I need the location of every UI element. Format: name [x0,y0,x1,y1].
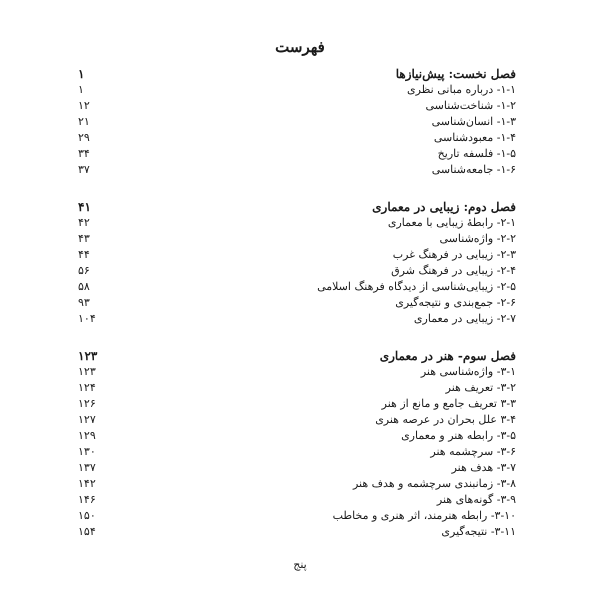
page-number: ۱۲۹ [78,429,96,442]
page-number: ۴۱ [78,200,91,214]
toc-entry[interactable] [78,263,516,279]
entry-title: ۳-۷- هدف هنر [451,461,516,474]
page-number: ۴۳ [78,232,90,245]
page-number: ۹۳ [78,296,90,309]
entry-title: ۳-۱۰- رابطه هنرمند، اثر هنری و مخاطب [332,509,516,522]
page-number: ۱۳۰ [78,445,96,458]
entry-title: ۱-۵- فلسفه تاریخ [437,147,516,160]
toc-entry[interactable] [78,130,516,146]
toc-entry[interactable] [78,295,516,311]
page-number: ۱۲۳ [78,349,98,363]
page-number: ۴۲ [78,216,90,229]
toc-entry[interactable] [78,231,516,247]
page-number: ۱ [78,83,84,96]
page-number: ۱۳۷ [78,461,96,474]
chapter-heading[interactable] [78,199,516,215]
chapter-1-section [78,66,516,178]
toc-entry[interactable] [78,279,516,295]
toc-entry[interactable] [78,114,516,130]
page-number: ۲۹ [78,131,90,144]
toc-entry[interactable] [78,98,516,114]
entry-title: ۲-۳- زیبایی در فرهنگ غرب [392,248,516,261]
entry-title: ۱-۳- انسان‌شناسی [431,115,516,128]
page-number: ۱۲ [78,99,90,112]
toc-entry[interactable] [78,82,516,98]
toc-entry[interactable] [78,396,516,412]
toc-entry[interactable] [78,492,516,508]
entry-title: ۳-۱۱- نتیجه‌گیری [441,525,516,538]
chapter-heading[interactable] [78,66,516,82]
toc-entry[interactable] [78,444,516,460]
page-number: ۱۴۲ [78,477,96,490]
toc-entry[interactable] [78,524,516,540]
page-number: ۱۲۶ [78,397,96,410]
entry-title: ۳-۴ علل بحران در عرصه هنری [375,413,516,426]
entry-title: ۳-۸- زمانبندی سرچشمه و هدف هنر [352,477,516,490]
entry-title: ۲-۲- واژه‌شناسی [439,232,516,245]
toc-entry[interactable] [78,146,516,162]
entry-title: ۲-۵- زیبایی‌شناسی از دیدگاه فرهنگ اسلامی [317,280,516,293]
entry-title: ۲-۴- زیبایی در فرهنگ شرق [391,264,516,277]
page-title: فهرست [275,38,325,56]
page-number: ۱۲۳ [78,365,96,378]
page-number: ۳۴ [78,147,90,160]
toc-entry[interactable] [78,460,516,476]
entry-title: ۲-۱- رابطهٔ زیبایی با معماری [387,216,516,229]
chapter-heading[interactable] [78,348,516,364]
toc-entry[interactable] [78,364,516,380]
toc-entry[interactable] [78,247,516,263]
chapter-2-section [78,199,516,327]
entry-title: ۳-۱- واژه‌شناسی هنر [420,365,516,378]
page-footer-number: پنج [293,558,307,571]
toc-entry[interactable] [78,162,516,178]
entry-title: ۲-۶- جمع‌بندی و نتیجه‌گیری [395,296,516,309]
toc-entry[interactable] [78,476,516,492]
chapter-title: فصل سوم- هنر در معماری [379,349,516,363]
entry-title: ۳-۹- گونه‌های هنر [436,493,516,506]
toc-entry[interactable] [78,508,516,524]
entry-title: ۱-۴- معبودشناسی [433,131,516,144]
page-number: ۵۸ [78,280,90,293]
entry-title: ۳-۳ تعریف جامع و مانع از هنر [381,397,516,410]
toc-entry[interactable] [78,380,516,396]
chapter-title: فصل نخست: پیش‌نیازها [395,67,516,81]
toc-entry[interactable] [78,428,516,444]
toc-entry[interactable] [78,215,516,231]
page-number: ۱۲۷ [78,413,96,426]
entry-title: ۱-۶- جامعه‌شناسی [431,163,516,176]
page-number: ۳۷ [78,163,90,176]
page-number: ۱۵۰ [78,509,96,522]
entry-title: ۲-۷- زیبایی در معماری [413,312,516,325]
toc-entry[interactable] [78,412,516,428]
entry-title: ۳-۶- سرچشمه هنر [430,445,516,458]
entry-title: ۱-۱- درباره مبانی نظری [406,83,516,96]
chapter-3-section [78,348,516,540]
chapter-title: فصل دوم: زیبایی در معماری [372,200,516,214]
page-number: ۱۵۴ [78,525,96,538]
page-number: ۲۱ [78,115,90,128]
page-number: ۴۴ [78,248,90,261]
page-number: ۱۴۶ [78,493,96,506]
entry-title: ۱-۲- شناخت‌شناسی [425,99,516,112]
entry-title: ۳-۲- تعریف هنر [445,381,516,394]
page-number: ۵۶ [78,264,90,277]
page-number: ۱۲۴ [78,381,96,394]
entry-title: ۳-۵- رابطه هنر و معماری [401,429,516,442]
page-number: ۱۰۴ [78,312,96,325]
page-number: ۱ [78,67,85,81]
toc-entry[interactable] [78,311,516,327]
